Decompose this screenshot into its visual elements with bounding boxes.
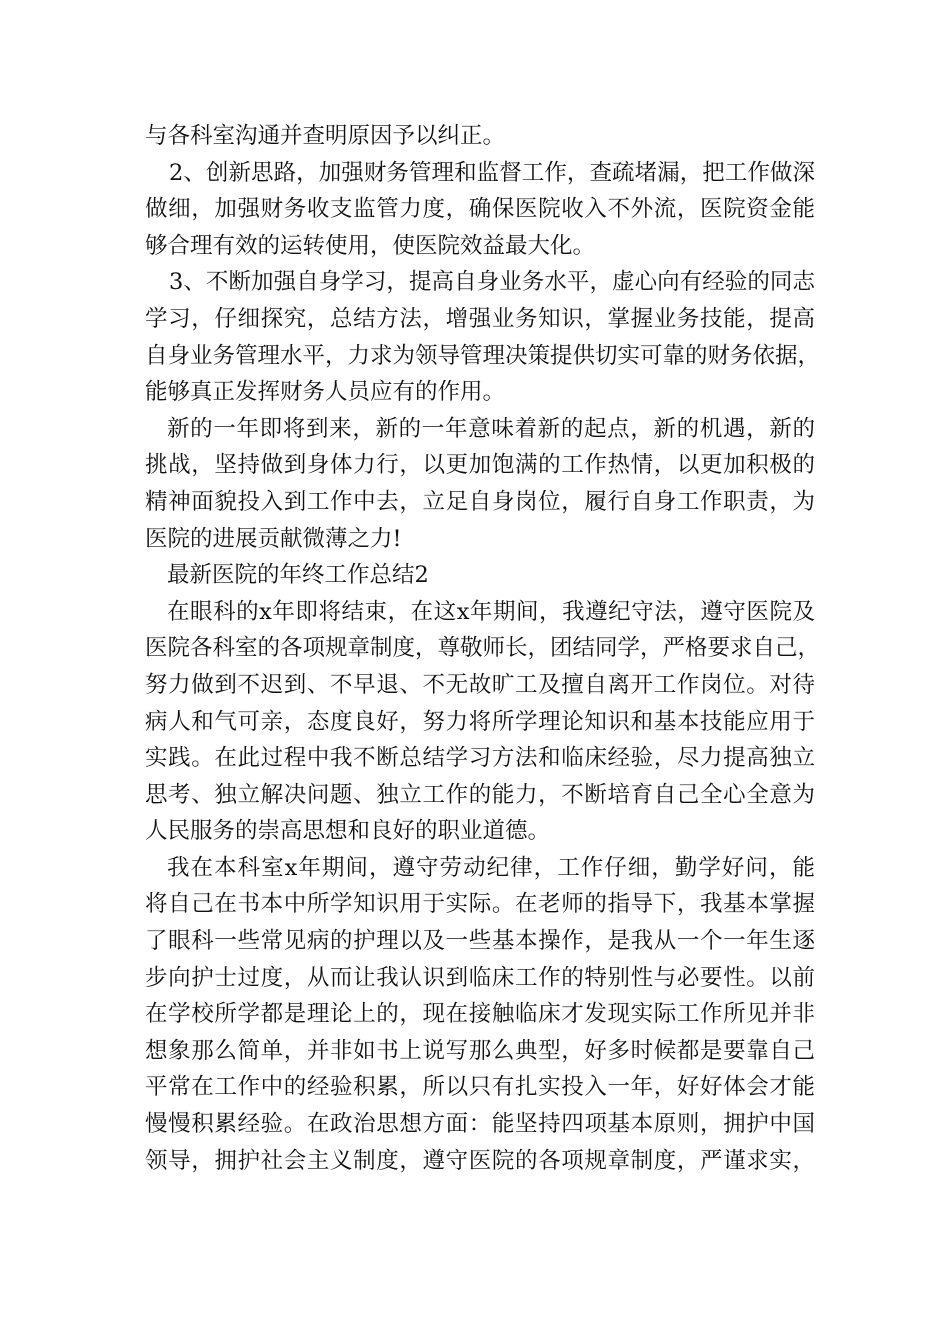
text-line: 医院的进展贡献微薄之力!: [145, 525, 402, 552]
text-line: 想象那么简单，并非如书上说写那么典型，好多时候都是要靠自己: [145, 1037, 815, 1064]
text-line: 做细，加强财务收支监管力度，确保医院收入不外流，医院资金能: [145, 196, 815, 223]
text-line: 步向护士过度，从而让我认识到临床工作的特别性与必要性。以前: [145, 964, 815, 991]
text-line: 实践。在此过程中我不断总结学习方法和临床经验，尽力提高独立: [145, 745, 815, 772]
document-body: [145, 118, 821, 1179]
text-line: 努力做到不迟到、不早退、不无故旷工及擅自离开工作岗位。对待: [145, 671, 815, 698]
text-line: 了眼科一些常见病的护理以及一些基本操作，是我从一个一年生逐: [145, 928, 815, 955]
section-heading: 最新医院的年终工作总结2: [167, 562, 429, 589]
text-line: 挑战，坚持做到身体力行，以更加饱满的工作热情，以更加积极的: [145, 452, 815, 479]
text-line: 医院各科室的各项规章制度，尊敬师长，团结同学，严格要求自己，: [145, 635, 821, 662]
text-line: 将自己在书本中所学知识用于实际。在老师的指导下，我基本掌握: [145, 891, 815, 918]
text-line: 在眼科的x年即将结束，在这x年期间，我遵纪守法，遵守医院及: [167, 598, 815, 625]
text-line: 自身业务管理水平，力求为领导管理决策提供切实可靠的财务依据，: [145, 342, 821, 369]
text-line: 平常在工作中的经验积累，所以只有扎实投入一年，好好体会才能: [145, 1074, 815, 1101]
text-line: 领导，拥护社会主义制度，遵守医院的各项规章制度，严谨求实，: [145, 1147, 815, 1174]
text-line: 精神面貌投入到工作中去，立足自身岗位，履行自身工作职责，为: [145, 488, 815, 515]
text-line: 能够真正发挥财务人员应有的作用。: [145, 379, 506, 406]
text-line: 新的一年即将到来，新的一年意味着新的起点，新的机遇，新的: [167, 415, 815, 442]
text-line: 病人和气可亲，态度良好，努力将所学理论知识和基本技能应用于: [145, 708, 815, 735]
text-line: 够合理有效的运转使用，使医院效益最大化。: [145, 232, 596, 259]
text-line: 慢慢积累经验。在政治思想方面：能坚持四项基本原则，拥护中国: [145, 1111, 815, 1138]
text-line: 2、创新思路，加强财务管理和监督工作，查疏堵漏，把工作做深: [169, 159, 815, 186]
text-line: 学习，仔细探究，总结方法，增强业务知识，掌握业务技能，提高: [145, 305, 815, 332]
text-line: 思考、独立解决问题、独立工作的能力，不断培育自己全心全意为: [145, 781, 815, 808]
text-line: 在学校所学都是理论上的，现在接触临床才发现实际工作所见并非: [145, 1001, 815, 1028]
text-line: 与各科室沟通并查明原因予以纠正。: [145, 123, 506, 149]
text-line: 我在本科室x年期间，遵守劳动纪律，工作仔细，勤学好问，能: [167, 854, 815, 881]
text-line: 3、不断加强自身学习，提高自身业务水平，虚心向有经验的同志: [169, 269, 815, 296]
text-line: 人民服务的崇高思想和良好的职业道德。: [145, 818, 551, 845]
